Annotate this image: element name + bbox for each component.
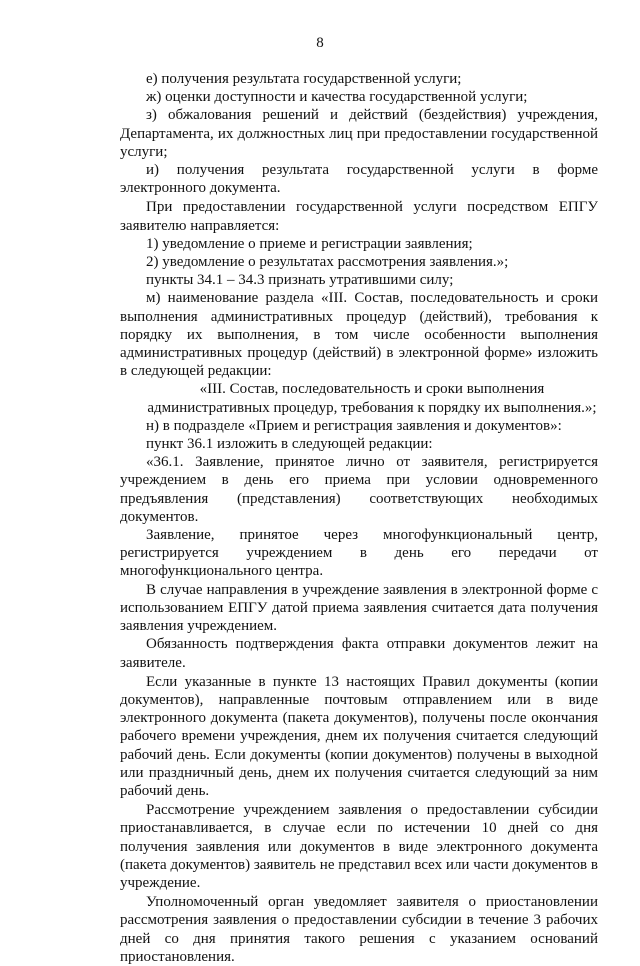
paragraph-notification-suspension: Уполномоченный орган уведомляет заявителя о приостановлении рассмотрения заявления о предоставлении субсидии в течение 3 рабочих дней со дня принятия такого решения с указанием оснований приостановления. xyxy=(120,894,598,965)
paragraph-item-e: е) получения результата государственной услуги; xyxy=(146,71,462,87)
paragraph-item-m: м) наименование раздела «III. Состав, последовательность и сроки выполнения административных процедур (действий), требования к порядку их выполнения, в том числе особенности выполнения административных процедур (действий) в электронной форме» изложить в следующей редакции: xyxy=(120,290,598,380)
paragraph-repeal-points: пункты 34.1 – 34.3 признать утратившими силу; xyxy=(146,272,454,289)
paragraph-point-36-1: «36.1. Заявление, принятое лично от заявителя, регистрируется учреждением в день его приема при условии одновременного предъявления (представления) соответствующих необходимых документов. xyxy=(120,454,598,525)
paragraph-suspension: Рассмотрение учреждением заявления о предоставлении субсидии приостанавливается, в случае если по истечении 10 дней со дня получения заявления или документов в виде электронного документа (пакета документов) заявитель не представил всех или части документов в учреждение. xyxy=(120,802,598,891)
paragraph-epgu-intro: При предоставлении государственной услуги посредством ЕПГУ заявителю направляется: xyxy=(120,199,598,234)
paragraph-proof-obligation: Обязанность подтверждения факта отправки документов лежит на заявителе. xyxy=(120,636,598,671)
paragraph-item-n: н) в подразделе «Прием и регистрация заявления и документов»: xyxy=(146,417,562,434)
document-body xyxy=(120,70,598,966)
paragraph-item-zh: ж) оценки доступности и качества государственной услуги; xyxy=(146,89,528,106)
paragraph-item-i: и) получения результата государственной услуги в форме электронного документа. xyxy=(120,162,598,197)
paragraph-postal-documents: Если указанные в пункте 13 настоящих Правил документы (копии документов), направленные почтовым отправлением или в виде электронного документа (пакета документов), получены после окончания рабочего времени учреждения, днем их получения считается следующий рабочий день. Если документы (копии документов) получены в выходной или праздничный день, днем их получения считается следующий за ним рабочий день. xyxy=(120,673,598,799)
section-title-quote: «III. Состав, последовательность и сроки выполнения административных процедур, требования к порядку их выполнения.»; xyxy=(147,381,597,416)
paragraph-point-36-1-intro: пункт 36.1 изложить в следующей редакции: xyxy=(146,436,433,453)
page-number: 8 xyxy=(316,35,324,51)
paragraph-electronic-form: В случае направления в учреждение заявления в электронной форме с использованием ЕПГУ датой приема заявления считается дата получения заявления учреждением. xyxy=(120,581,598,635)
paragraph-notification-2: 2) уведомление о результатах рассмотрения заявления.»; xyxy=(146,254,509,271)
paragraph-item-z: з) обжалования решений и действий (бездействия) учреждения, Департамента, их должностных лиц при предоставлении государственной услуги; xyxy=(120,107,598,160)
paragraph-mfc-registration: Заявление, принятое через многофункциональный центр, регистрируется учреждением в день его передачи от многофункционального центра. xyxy=(120,527,598,580)
paragraph-notification-1: 1) уведомление о приеме и регистрации заявления; xyxy=(146,235,473,252)
